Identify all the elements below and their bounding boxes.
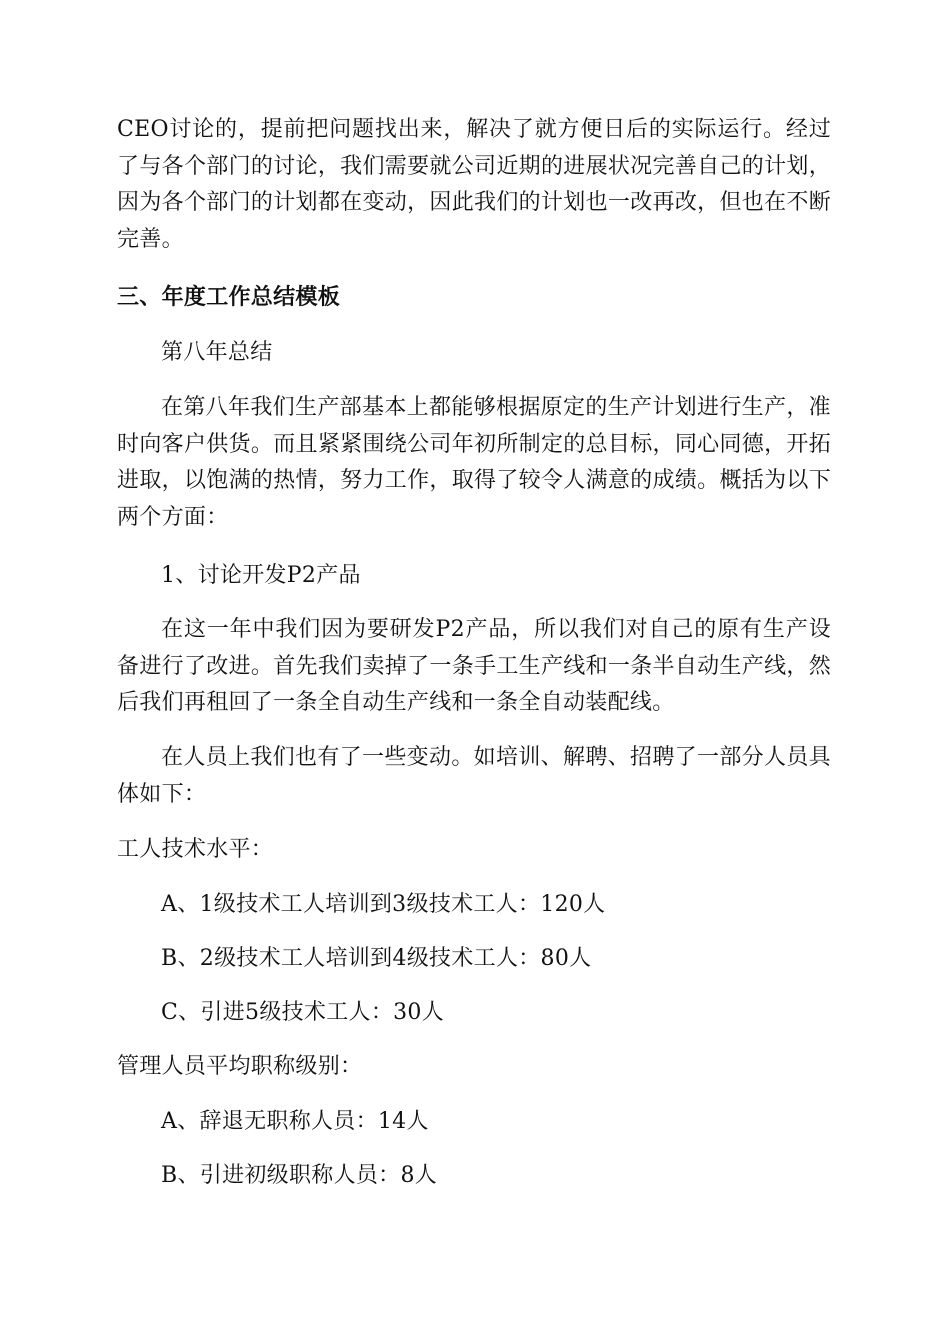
list-item: A、1级技术工人培训到3级技术工人：120人 <box>161 892 606 917</box>
list-item: A、辞退无职称人员：14人 <box>161 1109 429 1134</box>
list-item: B、2级技术工人培训到4级技术工人：80人 <box>161 946 592 971</box>
personnel-paragraph: 在人员上我们也有了一些变动。如培训、解聘、招聘了一部分人员具体如下： <box>117 745 831 807</box>
worker-skill-label: 工人技术水平： <box>117 837 274 862</box>
list-item: C、引进5级技术工人：30人 <box>161 1000 445 1025</box>
point-1-paragraph: 在这一年中我们因为要研发P2产品，所以我们对自己的原有生产设备进行了改进。首先我们卖掉了一条手工生产线和一条半自动生产线，然后我们再租回了一条全自动生产线和一条全自动装配线。 <box>117 617 831 715</box>
management-label: 管理人员平均职称级别： <box>117 1054 363 1079</box>
continued-paragraph: CEO讨论的，提前把问题找出来，解决了就方便日后的实际运行。经过了与各个部门的讨论，我们需要就公司近期的进展状况完善自己的计划，因为各个部门的计划都在变动，因此我们的计划也一改再改，但也在不断完善。 <box>117 117 831 252</box>
intro-paragraph: 在第八年我们生产部基本上都能够根据原定的生产计划进行生产，准时向客户供货。而且紧紧围绕公司年初所制定的总目标，同心同德，开拓进取，以饱满的热情，努力工作，取得了较令人满意的成绩。概括为以下两个方面： <box>117 395 831 530</box>
list-item: B、引进初级职称人员：8人 <box>161 1163 438 1188</box>
subtitle: 第八年总结 <box>161 340 273 365</box>
section-heading: 三、年度工作总结模板 <box>117 285 341 310</box>
point-1-title: 1、讨论开发P2产品 <box>161 563 361 588</box>
